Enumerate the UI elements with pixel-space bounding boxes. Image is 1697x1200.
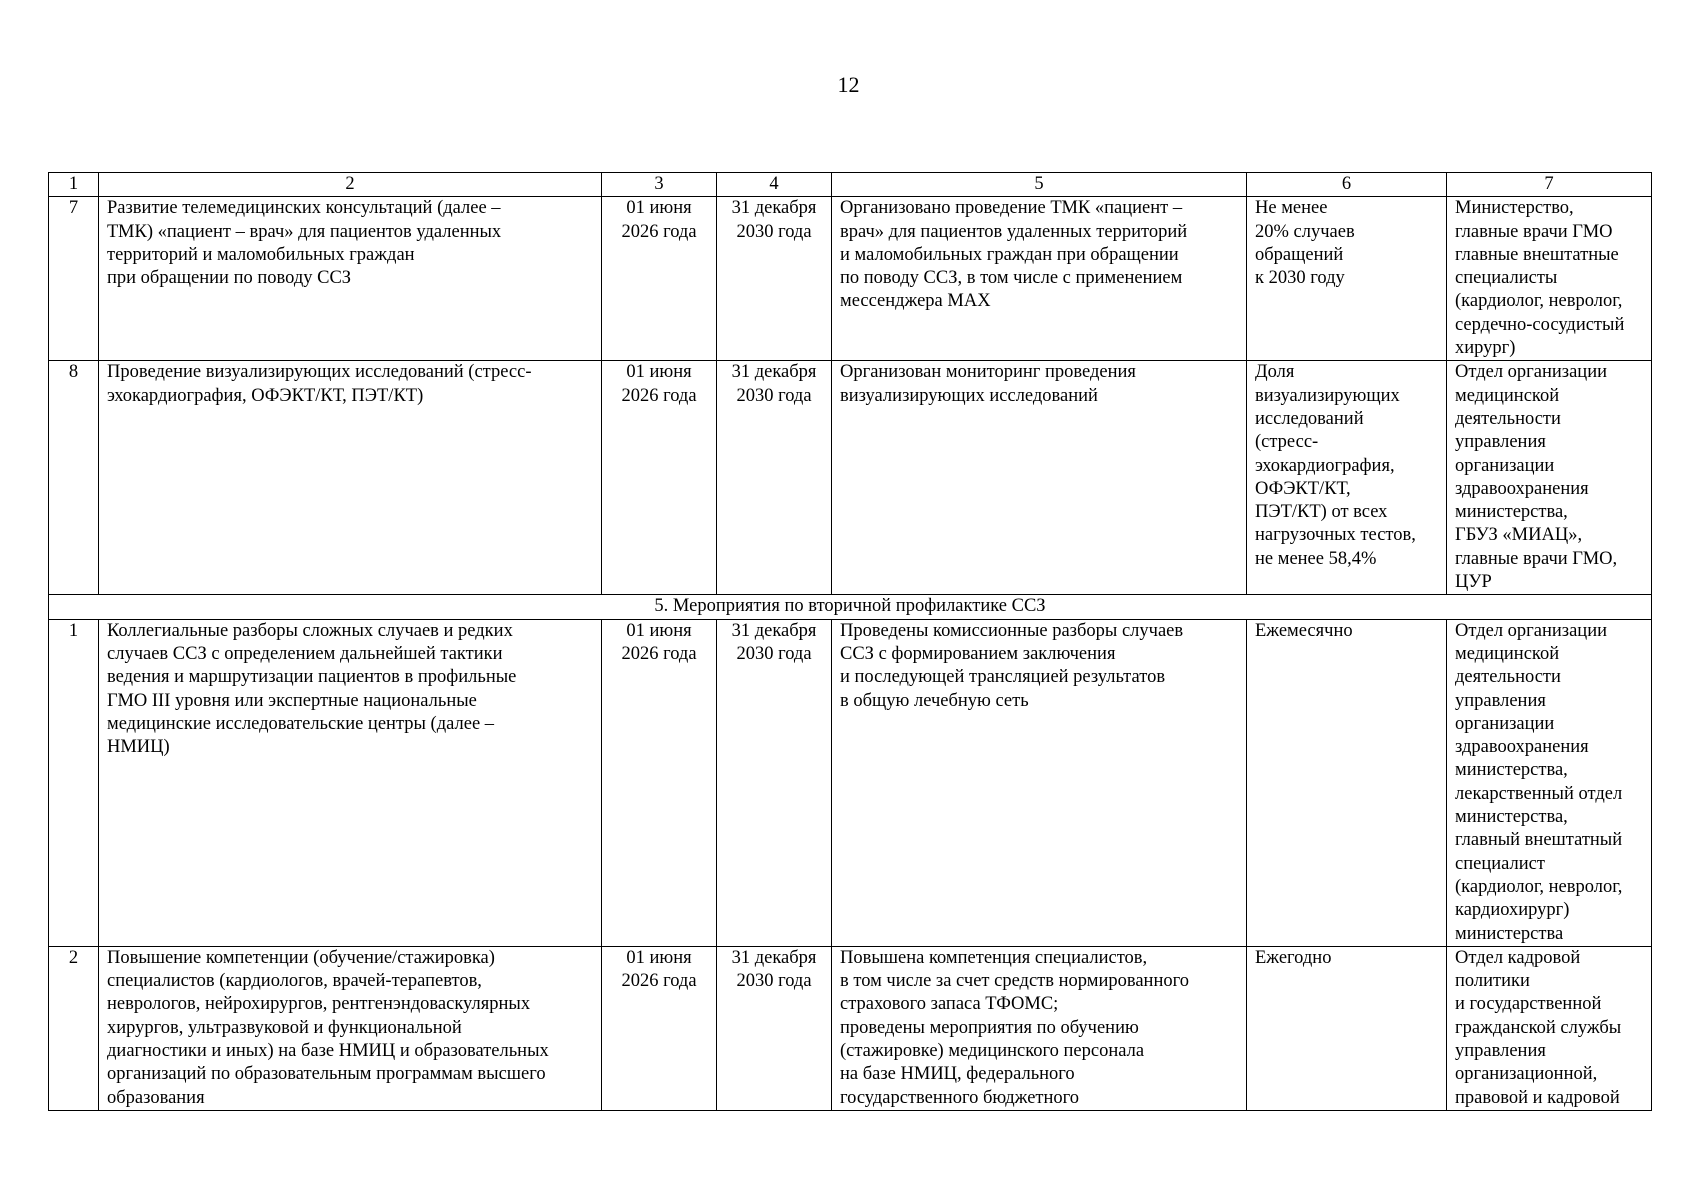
start-date-cell: 01 июня 2026 года bbox=[602, 361, 717, 595]
row-number: 1 bbox=[49, 619, 99, 946]
result-cell: Проведены комиссионные разборы случаев ССЗ с формированием заключения и последующей трансляцией результатов в общую лечебную сеть bbox=[832, 619, 1247, 946]
column-number: 6 bbox=[1247, 173, 1447, 197]
column-number: 7 bbox=[1447, 173, 1652, 197]
column-number: 1 bbox=[49, 173, 99, 197]
start-date-cell: 01 июня 2026 года bbox=[602, 946, 717, 1110]
result-cell: Организован мониторинг проведения визуализирующих исследований bbox=[832, 361, 1247, 595]
column-number: 5 bbox=[832, 173, 1247, 197]
start-date-cell: 01 июня 2026 года bbox=[602, 619, 717, 946]
table-row bbox=[49, 619, 1652, 946]
row-number: 7 bbox=[49, 197, 99, 361]
end-date-cell: 31 декабря 2030 года bbox=[717, 619, 832, 946]
end-date-cell: 31 декабря 2030 года bbox=[717, 197, 832, 361]
activity-cell: Проведение визуализирующих исследований (стресс- эхокардиография, ОФЭКТ/КТ, ПЭТ/КТ) bbox=[99, 361, 602, 595]
column-number: 3 bbox=[602, 173, 717, 197]
activity-cell: Развитие телемедицинских консультаций (далее – ТМК) «пациент – врач» для пациентов удаленных территорий и маломобильных граждан при обращении по поводу ССЗ bbox=[99, 197, 602, 361]
activity-cell: Повышение компетенции (обучение/стажировка) специалистов (кардиологов, врачей-терапевтов, неврологов, нейрохирургов, рентгенэндоваскулярных хирургов, ультразвуковой и функциональной диагностики и иных) на базе НМИЦ и образовательных организаций по образовательным программам высшего образования bbox=[99, 946, 602, 1110]
activity-cell: Коллегиальные разборы сложных случаев и редких случаев ССЗ с определением дальнейшей тактики ведения и маршрутизации пациентов в профильные ГМО III уровня или экспертные национальные медицинские исследовательские центры (далее – НМИЦ) bbox=[99, 619, 602, 946]
table-row bbox=[49, 361, 1652, 595]
row-number: 8 bbox=[49, 361, 99, 595]
responsible-cell: Отдел организации медицинской деятельности управления организации здравоохранения министерства, ГБУЗ «МИАЦ», главные врачи ГМО, ЦУР bbox=[1447, 361, 1652, 595]
indicator-cell: Доля визуализирующих исследований (стресс- эхокардиография, ОФЭКТ/КТ, ПЭТ/КТ) от всех нагрузочных тестов, не менее 58,4% bbox=[1247, 361, 1447, 595]
indicator-cell: Ежегодно bbox=[1247, 946, 1447, 1110]
page-number: 12 bbox=[837, 72, 860, 97]
result-cell: Организовано проведение ТМК «пациент – врач» для пациентов удаленных территорий и маломобильных граждан при обращении по поводу ССЗ, в том числе с применением мессенджера MAX bbox=[832, 197, 1247, 361]
indicator-cell: Не менее 20% случаев обращений к 2030 году bbox=[1247, 197, 1447, 361]
start-date-cell: 01 июня 2026 года bbox=[602, 197, 717, 361]
responsible-cell: Министерство, главные врачи ГМО главные внештатные специалисты (кардиолог, невролог, сердечно-сосудистый хирург) bbox=[1447, 197, 1652, 361]
column-number-row bbox=[49, 173, 1652, 197]
section-heading-row bbox=[49, 595, 1652, 619]
column-number: 4 bbox=[717, 173, 832, 197]
responsible-cell: Отдел кадровой политики и государственной гражданской службы управления организационной, правовой и кадровой bbox=[1447, 946, 1652, 1110]
result-cell: Повышена компетенция специалистов, в том числе за счет средств нормированного страхового запаса ТФОМС; проведены мероприятия по обучению (стажировке) медицинского персонала на базе НМИЦ, федерального государственного бюджетного bbox=[832, 946, 1247, 1110]
indicator-cell: Ежемесячно bbox=[1247, 619, 1447, 946]
column-number: 2 bbox=[99, 173, 602, 197]
responsible-cell: Отдел организации медицинской деятельности управления организации здравоохранения министерства, лекарственный отдел министерства, главный внештатный специалист (кардиолог, невролог, кардиохирург) министерства bbox=[1447, 619, 1652, 946]
table-row bbox=[49, 946, 1652, 1110]
table-row bbox=[49, 197, 1652, 361]
end-date-cell: 31 декабря 2030 года bbox=[717, 946, 832, 1110]
section-title: 5. Мероприятия по вторичной профилактике ССЗ bbox=[49, 595, 1652, 619]
measures-table bbox=[48, 172, 1652, 1111]
end-date-cell: 31 декабря 2030 года bbox=[717, 361, 832, 595]
row-number: 2 bbox=[49, 946, 99, 1110]
